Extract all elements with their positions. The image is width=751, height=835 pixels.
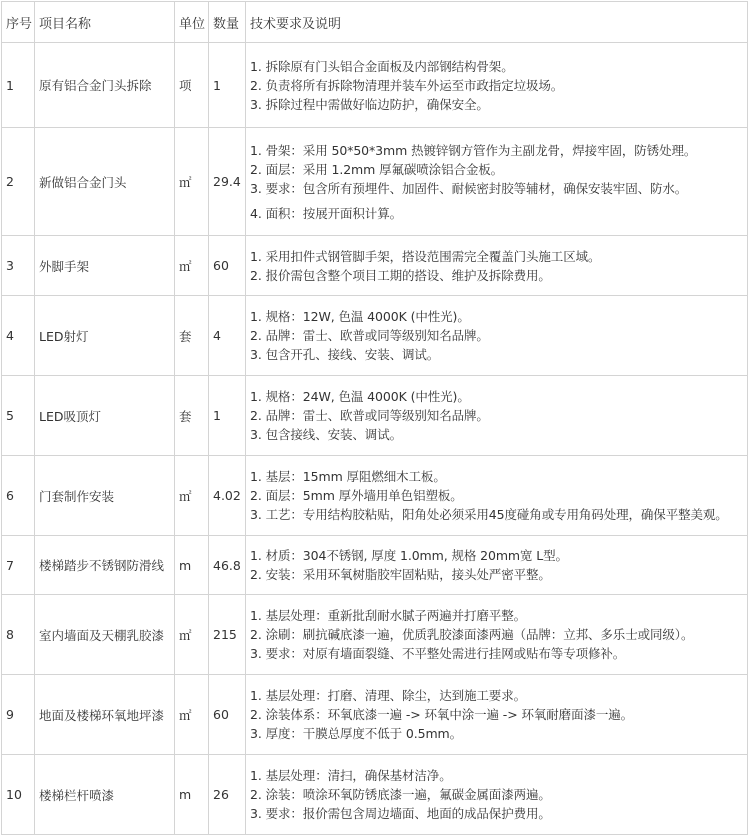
cell-seq: 2 [2, 128, 35, 236]
req-line: 2. 面层：5mm 厚外墙用单色铝塑板。 [250, 488, 463, 503]
cell-seq: 9 [2, 675, 35, 755]
req-line: 2. 品牌：雷士、欧普或同等级别知名品牌。 [250, 328, 489, 343]
cell-qty: 1 [209, 376, 246, 456]
cell-seq: 6 [2, 456, 35, 536]
table-row [2, 675, 748, 755]
req-line: 4. 面积：按展开面积计算。 [250, 205, 403, 221]
cell-unit: m [175, 536, 209, 595]
table-row [2, 43, 748, 128]
cell-name: 楼梯栏杆喷漆 [35, 755, 175, 835]
cell-seq: 3 [2, 236, 35, 296]
req-line: 1. 规格：24W, 色温 4000K (中性光)。 [250, 389, 470, 404]
cell-unit: ㎡ [175, 675, 209, 755]
cell-name: 地面及楼梯环氧地坪漆 [35, 675, 175, 755]
cell-req [246, 43, 748, 128]
table-row [2, 456, 748, 536]
cell-unit: 套 [175, 376, 209, 456]
cell-unit: ㎡ [175, 456, 209, 536]
req-line: 1. 基层：15mm 厚阻燃细木工板。 [250, 469, 446, 484]
cell-name: 新做铝合金门头 [35, 128, 175, 236]
cell-seq: 4 [2, 296, 35, 376]
req-line: 1. 拆除原有门头铝合金面板及内部钢结构骨架。 [250, 58, 514, 74]
cell-req [246, 128, 748, 236]
req-line: 1. 采用扣件式钢管脚手架，搭设范围需完全覆盖门头施工区域。 [250, 248, 601, 264]
req-line: 1. 材质：304不锈钢, 厚度 1.0mm, 规格 20mm宽 L型。 [250, 548, 568, 563]
table-body [2, 43, 748, 835]
req-line: 1. 基层处理：清扫，确保基材洁净。 [250, 768, 452, 783]
cell-name: 原有铝合金门头拆除 [35, 43, 175, 128]
req-line: 1. 骨架：采用 50*50*3mm 热镀锌钢方管作为主副龙骨，焊接牢固，防锈处理。 [250, 142, 697, 158]
table-row [2, 128, 748, 236]
cell-req [246, 536, 748, 595]
req-line: 3. 要求：包含所有预埋件、加固件、耐候密封胶等辅材，确保安装牢固、防水。 [250, 180, 688, 196]
cell-seq: 7 [2, 536, 35, 595]
cell-unit: ㎡ [175, 236, 209, 296]
req-line: 2. 面层：采用 1.2mm 厚氟碳喷涂铝合金板。 [250, 161, 504, 177]
cell-qty: 215 [209, 595, 246, 675]
req-line: 3. 厚度：干膜总厚度不低于 0.5mm。 [250, 726, 463, 741]
req-line: 2. 负责将所有拆除物清理并装车外运至市政指定垃圾场。 [250, 77, 564, 93]
cell-req [246, 456, 748, 536]
req-line: 2. 安装：采用环氧树脂胶牢固粘贴，接头处严密平整。 [250, 567, 551, 582]
cell-qty: 29.4 [209, 128, 246, 236]
cell-name: 楼梯踏步不锈钢防滑线 [35, 536, 175, 595]
cell-unit: m [175, 755, 209, 835]
cell-req [246, 236, 748, 296]
table-row [2, 755, 748, 835]
req-line: 2. 涂装：喷涂环氧防锈底漆一遍，氟碳金属面漆两遍。 [250, 787, 551, 802]
table-row [2, 236, 748, 296]
cell-name: 室内墙面及天棚乳胶漆 [35, 595, 175, 675]
header-qty: 数量 [209, 2, 246, 43]
req-line: 2. 涂刷：刷抗碱底漆一遍，优质乳胶漆面漆两遍（品牌：立邦、多乐士或同级）。 [250, 627, 694, 642]
req-line: 3. 工艺：专用结构胶粘贴，阳角处必须采用45度碰角或专用角码处理，确保平整美观。 [250, 507, 728, 522]
cell-req [246, 595, 748, 675]
req-line: 3. 包含开孔、接线、安装、调试。 [250, 347, 440, 362]
cell-unit: ㎡ [175, 595, 209, 675]
cell-req [246, 376, 748, 456]
req-line: 1. 基层处理：重新批刮耐水腻子两遍并打磨平整。 [250, 608, 527, 623]
cell-unit: 套 [175, 296, 209, 376]
req-line: 2. 报价需包含整个项目工期的搭设、维护及拆除费用。 [250, 267, 551, 283]
cell-unit: 项 [175, 43, 209, 128]
header-seq: 序号 [2, 2, 35, 43]
cell-name: LED射灯 [35, 296, 175, 376]
cell-seq: 5 [2, 376, 35, 456]
req-line: 3. 要求：报价需包含周边墙面、地面的成品保护费用。 [250, 806, 551, 821]
table-row [2, 296, 748, 376]
table-row [2, 536, 748, 595]
header-req: 技术要求及说明 [246, 2, 748, 43]
cell-seq: 1 [2, 43, 35, 128]
header-unit: 单位 [175, 2, 209, 43]
header-row [2, 2, 748, 43]
cell-seq: 10 [2, 755, 35, 835]
cell-seq: 8 [2, 595, 35, 675]
cell-name: 门套制作安装 [35, 456, 175, 536]
cell-qty: 26 [209, 755, 246, 835]
req-line: 3. 包含接线、安装、调试。 [250, 427, 403, 442]
table-row [2, 376, 748, 456]
req-line: 1. 基层处理：打磨、清理、除尘，达到施工要求。 [250, 688, 527, 703]
cell-name: LED吸顶灯 [35, 376, 175, 456]
req-line: 1. 规格：12W, 色温 4000K (中性光)。 [250, 309, 470, 324]
cell-qty: 4 [209, 296, 246, 376]
cell-req [246, 675, 748, 755]
header-name: 项目名称 [35, 2, 175, 43]
req-line: 3. 要求：对原有墙面裂缝、不平整处需进行挂网或贴布等专项修补。 [250, 646, 626, 661]
cell-qty: 46.8 [209, 536, 246, 595]
cell-req [246, 755, 748, 835]
req-line: 3. 拆除过程中需做好临边防护，确保安全。 [250, 96, 489, 112]
req-line: 2. 涂装体系：环氧底漆一遍 -> 环氧中涂一遍 -> 环氧耐磨面漆一遍。 [250, 707, 634, 722]
cell-name: 外脚手架 [35, 236, 175, 296]
cell-qty: 60 [209, 236, 246, 296]
cell-qty: 60 [209, 675, 246, 755]
cell-qty: 4.02 [209, 456, 246, 536]
spec-table [1, 1, 748, 835]
cell-qty: 1 [209, 43, 246, 128]
cell-req [246, 296, 748, 376]
table-row [2, 595, 748, 675]
cell-unit: ㎡ [175, 128, 209, 236]
req-line: 2. 品牌：雷士、欧普或同等级别知名品牌。 [250, 408, 489, 423]
